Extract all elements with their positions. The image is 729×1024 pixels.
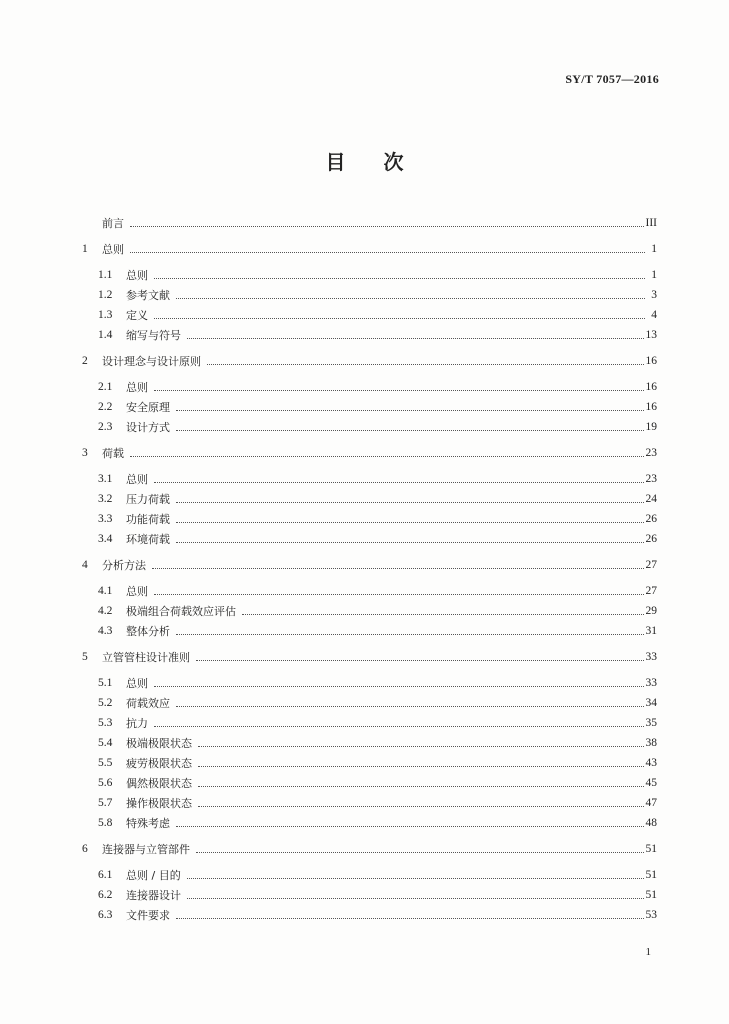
toc-entry[interactable] xyxy=(98,378,657,396)
toc-entry-page: 16 xyxy=(645,401,657,413)
toc-entry-label: 缩写与符号 xyxy=(126,329,181,342)
toc-entry-page: 24 xyxy=(645,493,657,505)
toc-entry-label: 偶然极限状态 xyxy=(126,777,192,790)
toc-entry-number: 3.1 xyxy=(98,473,113,485)
toc-entry-label: 荷载 xyxy=(102,447,124,460)
toc-entry-number: 5.5 xyxy=(98,757,113,769)
toc-entry[interactable] xyxy=(98,418,657,436)
dot-leader xyxy=(176,430,644,431)
toc-entry[interactable] xyxy=(98,906,657,924)
toc-entry-label: 定义 xyxy=(126,309,148,322)
toc-entry-page: 27 xyxy=(645,559,657,571)
toc-entry[interactable] xyxy=(98,286,657,304)
title-char-1: 目 xyxy=(325,150,346,174)
toc-entry[interactable] xyxy=(98,266,657,284)
toc-entry[interactable] xyxy=(82,214,657,232)
toc-entry-page: 31 xyxy=(645,625,657,637)
toc-entry-label: 总则 xyxy=(126,473,148,486)
dot-leader xyxy=(187,338,644,339)
toc-entry-number: 4.2 xyxy=(98,605,113,617)
toc-entry-page: 38 xyxy=(645,737,657,749)
toc-entry[interactable] xyxy=(82,840,657,858)
toc-entry-label: 安全原理 xyxy=(126,401,170,414)
toc-entry[interactable] xyxy=(98,814,657,832)
toc-entry[interactable] xyxy=(98,886,657,904)
toc-entry-page: 13 xyxy=(645,329,657,341)
toc-entry-number: 5.7 xyxy=(98,797,113,809)
toc-entry-label: 压力荷载 xyxy=(126,493,170,506)
toc-entry-page: 45 xyxy=(645,777,657,789)
toc-entry-number: 1 xyxy=(82,243,88,255)
dot-leader xyxy=(198,806,644,807)
toc-entry-label: 荷载效应 xyxy=(126,697,170,710)
toc-entry-number: 6.3 xyxy=(98,909,113,921)
toc-entry-number: 5.1 xyxy=(98,677,113,689)
toc-entry-page: 4 xyxy=(651,309,657,321)
dot-leader xyxy=(198,786,644,787)
dot-leader xyxy=(176,542,644,543)
dot-leader xyxy=(176,634,644,635)
toc-entry-label: 总则 xyxy=(102,243,124,256)
toc-entry-number: 1.1 xyxy=(98,269,113,281)
dot-leader xyxy=(198,766,644,767)
toc-entry[interactable] xyxy=(82,648,657,666)
toc-entry-page: 16 xyxy=(645,381,657,393)
toc-entry-page: 1 xyxy=(651,243,657,255)
toc-entry[interactable] xyxy=(98,674,657,692)
title-char-2: 次 xyxy=(383,150,404,174)
toc-entry-label: 疲劳极限状态 xyxy=(126,757,192,770)
toc-entry-number: 5.6 xyxy=(98,777,113,789)
toc-entry-label: 连接器与立管部件 xyxy=(102,843,190,856)
dot-leader xyxy=(176,918,644,919)
dot-leader xyxy=(154,686,644,687)
toc-entry-label: 总则 / 目的 xyxy=(126,869,181,882)
toc-entry[interactable] xyxy=(98,530,657,548)
dot-leader xyxy=(154,726,644,727)
toc-entry[interactable] xyxy=(98,754,657,772)
toc-entry-page: 33 xyxy=(645,651,657,663)
dot-leader xyxy=(154,278,645,279)
dot-leader xyxy=(154,594,644,595)
toc-entry-label: 抗力 xyxy=(126,717,148,730)
toc-entry-page: 1 xyxy=(651,269,657,281)
page-title xyxy=(0,146,729,175)
dot-leader xyxy=(176,502,644,503)
toc-entry-number: 5.4 xyxy=(98,737,113,749)
dot-leader xyxy=(207,364,644,365)
toc-entry-page: 23 xyxy=(645,473,657,485)
dot-leader xyxy=(242,614,644,615)
toc-entry[interactable] xyxy=(98,602,657,620)
toc-entry-number: 2.2 xyxy=(98,401,113,413)
toc-entry[interactable] xyxy=(82,240,657,258)
toc-entry-label: 操作极限状态 xyxy=(126,797,192,810)
toc-entry[interactable] xyxy=(98,714,657,732)
toc-entry-page: 26 xyxy=(645,513,657,525)
toc-entry-label: 功能荷载 xyxy=(126,513,170,526)
toc-entry-label: 立管管柱设计准则 xyxy=(102,651,190,664)
toc-entry-page: 53 xyxy=(645,909,657,921)
dot-leader xyxy=(154,390,644,391)
dot-leader xyxy=(176,298,645,299)
toc-entry-label: 前言 xyxy=(102,217,124,230)
toc-entry-label: 环境荷载 xyxy=(126,533,170,546)
toc-entry-page: 48 xyxy=(645,817,657,829)
toc-entry-number: 5 xyxy=(82,651,88,663)
toc-entry-number: 2.3 xyxy=(98,421,113,433)
dot-leader xyxy=(176,706,644,707)
toc-entry[interactable] xyxy=(98,326,657,344)
toc-entry[interactable] xyxy=(98,794,657,812)
toc-entry-number: 3.4 xyxy=(98,533,113,545)
toc-entry-number: 4 xyxy=(82,559,88,571)
toc-entry[interactable] xyxy=(98,510,657,528)
toc-entry-page: 29 xyxy=(645,605,657,617)
toc-entry[interactable] xyxy=(98,694,657,712)
toc-entry-number: 1.2 xyxy=(98,289,113,301)
toc-entry[interactable] xyxy=(98,490,657,508)
toc-entry-number: 5.2 xyxy=(98,697,113,709)
toc-entry-number: 6 xyxy=(82,843,88,855)
toc-entry-number: 2.1 xyxy=(98,381,113,393)
toc-entry-number: 2 xyxy=(82,355,88,367)
dot-leader xyxy=(154,318,645,319)
dot-leader xyxy=(187,898,644,899)
toc-entry-number: 1.3 xyxy=(98,309,113,321)
toc-entry-label: 文件要求 xyxy=(126,909,170,922)
dot-leader xyxy=(176,826,644,827)
toc-entry-number: 4.1 xyxy=(98,585,113,597)
toc-entry-page: 47 xyxy=(645,797,657,809)
toc-entry-label: 参考文献 xyxy=(126,289,170,302)
toc-entry-page: 3 xyxy=(651,289,657,301)
toc-entry[interactable] xyxy=(98,622,657,640)
toc-entry-label: 特殊考虑 xyxy=(126,817,170,830)
toc-entry[interactable] xyxy=(98,470,657,488)
toc-entry-number: 5.3 xyxy=(98,717,113,729)
toc-entry-number: 3.2 xyxy=(98,493,113,505)
toc-entry-number: 3 xyxy=(82,447,88,459)
toc-entry-label: 设计方式 xyxy=(126,421,170,434)
toc-entry-page: 26 xyxy=(645,533,657,545)
toc-entry-number: 4.3 xyxy=(98,625,113,637)
toc-entry-number: 6.2 xyxy=(98,889,113,901)
toc-entry-number: 3.3 xyxy=(98,513,113,525)
toc-entry-page: 51 xyxy=(645,889,657,901)
dot-leader xyxy=(130,456,644,457)
toc-entry[interactable] xyxy=(98,582,657,600)
toc-entry-label: 整体分析 xyxy=(126,625,170,638)
toc-entry-page: III xyxy=(645,217,657,229)
toc-entry-label: 总则 xyxy=(126,585,148,598)
dot-leader xyxy=(187,878,644,879)
toc-entry-page: 51 xyxy=(645,869,657,881)
toc-entry-page: 35 xyxy=(645,717,657,729)
dot-leader xyxy=(196,660,644,661)
toc-entry[interactable] xyxy=(82,556,657,574)
dot-leader xyxy=(176,522,644,523)
toc-entry-label: 总则 xyxy=(126,677,148,690)
toc-entry-label: 极端极限状态 xyxy=(126,737,192,750)
toc-entry[interactable] xyxy=(82,352,657,370)
toc-entry-label: 设计理念与设计原则 xyxy=(102,355,201,368)
toc-entry-number: 5.8 xyxy=(98,817,113,829)
toc-entry[interactable] xyxy=(98,774,657,792)
dot-leader xyxy=(196,852,644,853)
dot-leader xyxy=(130,226,644,227)
toc-entry[interactable] xyxy=(98,306,657,324)
toc-entry[interactable] xyxy=(82,444,657,462)
standard-number: SY/T 7057—2016 xyxy=(565,72,659,86)
dot-leader xyxy=(176,410,644,411)
toc-entry-page: 23 xyxy=(645,447,657,459)
toc-entry-label: 极端组合荷载效应评估 xyxy=(126,605,236,618)
toc-entry-page: 19 xyxy=(645,421,657,433)
toc-entry-number: 6.1 xyxy=(98,869,113,881)
toc-entry-label: 总则 xyxy=(126,269,148,282)
toc-entry-number: 1.4 xyxy=(98,329,113,341)
toc-entry[interactable] xyxy=(98,398,657,416)
toc-entry-label: 总则 xyxy=(126,381,148,394)
toc-entry-label: 连接器设计 xyxy=(126,889,181,902)
toc-entry-page: 27 xyxy=(645,585,657,597)
toc-entry-page: 16 xyxy=(645,355,657,367)
toc-entry-page: 43 xyxy=(645,757,657,769)
toc-entry-page: 34 xyxy=(645,697,657,709)
dot-leader xyxy=(130,252,645,253)
page-number: 1 xyxy=(645,946,651,958)
toc-entry-page: 33 xyxy=(645,677,657,689)
toc-entry-label: 分析方法 xyxy=(102,559,146,572)
toc-entry[interactable] xyxy=(98,734,657,752)
dot-leader xyxy=(152,568,644,569)
dot-leader xyxy=(198,746,644,747)
dot-leader xyxy=(154,482,644,483)
toc-entry[interactable] xyxy=(98,866,657,884)
toc-entry-page: 51 xyxy=(645,843,657,855)
